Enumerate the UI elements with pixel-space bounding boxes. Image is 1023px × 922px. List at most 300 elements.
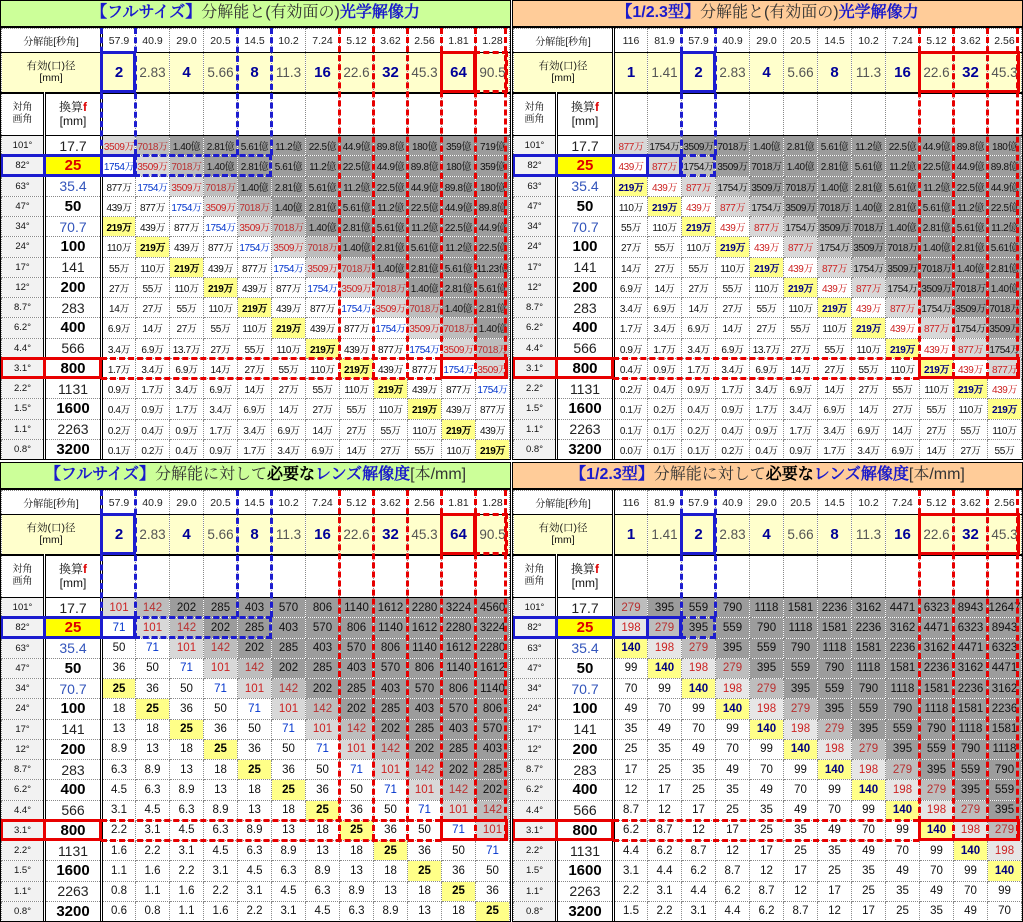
data-cell: 3.1 [204, 861, 238, 881]
data-cell: 1754万 [682, 156, 716, 176]
data-cell: 50 [204, 699, 238, 719]
data-cell: 790 [750, 618, 784, 638]
data-cell: 142 [238, 658, 272, 678]
data-cell: 0.9万 [170, 419, 204, 439]
data-cell: 11.2億 [954, 196, 988, 216]
empty-header-cell [374, 93, 408, 136]
resolution-value-cell: 40.9 [136, 491, 170, 515]
data-cell: 3.4万 [170, 379, 204, 399]
data-cell: 180億 [476, 176, 510, 196]
data-cell: 1754万 [954, 318, 988, 338]
empty-header-cell [818, 555, 852, 598]
data-cell: 27万 [920, 419, 954, 439]
angle-cell: 6.2° [514, 780, 557, 800]
data-cell: 13 [102, 719, 136, 739]
data-cell: 790 [852, 679, 886, 699]
data-cell: 14万 [204, 358, 238, 378]
data-cell: 877万 [340, 318, 374, 338]
angle-cell: 8.7° [514, 760, 557, 780]
focal-length-cell: 100 [557, 237, 614, 257]
table-row [2, 699, 510, 719]
data-cell: 2.2 [648, 901, 682, 921]
focal-length-cell: 1600 [557, 861, 614, 881]
data-cell: 3.4万 [648, 318, 682, 338]
resolution-value-cell: 20.5 [784, 491, 818, 515]
data-cell: 1754万 [852, 257, 886, 277]
empty-header-cell [750, 93, 784, 136]
data-cell: 2.2 [238, 901, 272, 921]
data-cell: 140 [818, 760, 852, 780]
data-cell: 439万 [784, 257, 818, 277]
data-cell: 2.81億 [784, 136, 818, 156]
data-cell: 25 [374, 841, 408, 861]
data-cell: 7018万 [784, 176, 818, 196]
data-cell: 89.8億 [408, 156, 442, 176]
data-cell: 1754万 [920, 298, 954, 318]
data-cell: 44.9億 [920, 136, 954, 156]
data-cell: 55万 [306, 379, 340, 399]
data-cell: 13 [272, 820, 306, 840]
data-cell: 570 [306, 618, 340, 638]
data-cell: 14万 [852, 399, 886, 419]
data-cell: 1581 [852, 638, 886, 658]
data-cell: 35 [886, 881, 920, 901]
data-cell: 27万 [852, 379, 886, 399]
data-cell: 3509万 [170, 176, 204, 196]
data-cell: 1.7万 [136, 379, 170, 399]
data-cell: 219万 [818, 298, 852, 318]
data-cell: 22.5億 [442, 217, 476, 237]
data-cell: 439万 [204, 257, 238, 277]
data-cell: 4.5 [102, 780, 136, 800]
table-row [2, 881, 510, 901]
empty-header-cell [954, 555, 988, 598]
focal-length-cell: 50 [45, 658, 102, 678]
data-cell: 180億 [442, 156, 476, 176]
data-cell: 1.40億 [988, 277, 1022, 297]
table-title [1, 463, 510, 490]
data-cell: 27万 [238, 358, 272, 378]
data-cell: 1754万 [442, 358, 476, 378]
aperture-value-cell: 64 [442, 53, 476, 93]
data-cell: 0.6 [102, 901, 136, 921]
angle-cell: 3.1° [2, 358, 45, 378]
data-cell: 140 [886, 800, 920, 820]
focal-length-cell: 566 [557, 800, 614, 820]
data-cell: 3509万 [716, 156, 750, 176]
data-cell: 110万 [374, 399, 408, 419]
focal-length-cell: 566 [45, 338, 102, 358]
data-cell: 3.4万 [614, 298, 648, 318]
data-cell: 25 [408, 861, 442, 881]
empty-header-cell [442, 555, 476, 598]
focal-length-cell: 800 [557, 820, 614, 840]
angle-cell: 34° [514, 217, 557, 237]
data-cell: 5.61億 [340, 196, 374, 216]
data-cell: 44.9億 [442, 196, 476, 216]
angle-cell: 4.4° [514, 338, 557, 358]
data-cell: 18 [306, 820, 340, 840]
data-cell: 1.40億 [306, 217, 340, 237]
data-cell: 101 [204, 658, 238, 678]
data-cell: 3162 [852, 598, 886, 618]
data-cell: 12 [648, 800, 682, 820]
resolution-value-cell: 7.24 [306, 29, 340, 53]
data-cell: 110万 [306, 358, 340, 378]
data-cell: 285 [442, 739, 476, 759]
resolution-value-cell: 1.28 [476, 491, 510, 515]
data-cell: 395 [886, 739, 920, 759]
data-cell: 0.2万 [682, 419, 716, 439]
data-cell: 1140 [374, 618, 408, 638]
data-cell: 2.81億 [988, 257, 1022, 277]
data-cell: 18 [374, 861, 408, 881]
data-cell: 1118 [988, 739, 1022, 759]
data-cell: 3.4万 [750, 379, 784, 399]
data-cell: 99 [716, 719, 750, 739]
data-cell: 1118 [920, 699, 954, 719]
data-cell: 877万 [238, 257, 272, 277]
data-cell: 8.9 [204, 800, 238, 820]
data-cell: 35 [750, 800, 784, 820]
empty-header-cell [442, 93, 476, 136]
aperture-value-cell: 45.3 [988, 515, 1022, 555]
aperture-value-cell: 90.5 [476, 53, 510, 93]
data-cell: 0.8 [136, 901, 170, 921]
data-cell: 3509万 [750, 176, 784, 196]
data-cell: 22.5億 [408, 196, 442, 216]
data-cell: 285 [340, 679, 374, 699]
empty-header-cell [136, 93, 170, 136]
focal-length-cell: 141 [45, 257, 102, 277]
table-title-part: 【フルサイズ】 [91, 4, 202, 21]
empty-header-cell [374, 555, 408, 598]
data-cell: 7018万 [716, 136, 750, 156]
data-cell: 4471 [954, 638, 988, 658]
data-cell: 140 [920, 820, 954, 840]
data-cell: 6.9万 [818, 399, 852, 419]
data-cell: 18 [102, 699, 136, 719]
empty-header-cell [408, 555, 442, 598]
angle-cell: 12° [514, 277, 557, 297]
data-cell: 7018万 [136, 136, 170, 156]
table-row [514, 257, 1022, 277]
data-cell: 3509万 [102, 136, 136, 156]
angle-cell: 63° [2, 638, 45, 658]
data-cell: 17 [648, 780, 682, 800]
data-cell: 55万 [818, 338, 852, 358]
angle-cell: 82° [2, 156, 45, 176]
data-cell: 1.40億 [852, 196, 886, 216]
data-cell: 70 [614, 679, 648, 699]
data-cell: 877万 [136, 196, 170, 216]
data-cell: 877万 [682, 176, 716, 196]
data-cell: 18 [340, 841, 374, 861]
data-cell: 395 [988, 800, 1022, 820]
data-cell: 35 [682, 760, 716, 780]
data-cell: 110万 [648, 217, 682, 237]
data-cell: 101 [170, 638, 204, 658]
resolution-header-row [2, 491, 510, 515]
data-cell: 1581 [988, 719, 1022, 739]
data-cell: 0.9万 [102, 379, 136, 399]
data-cell: 285 [374, 699, 408, 719]
focal-length-cell: 1131 [557, 841, 614, 861]
table-row [514, 338, 1022, 358]
data-cell: 25 [170, 719, 204, 739]
focal-length-cell: 800 [557, 358, 614, 378]
table-row [2, 800, 510, 820]
focal-length-cell: 17.7 [45, 598, 102, 618]
data-cell: 35 [614, 719, 648, 739]
data-cell: 198 [988, 841, 1022, 861]
angle-cell: 3.1° [2, 820, 45, 840]
data-cell: 4471 [988, 658, 1022, 678]
focal-length-cell: 35.4 [45, 638, 102, 658]
data-cell: 4560 [476, 598, 510, 618]
data-cell: 7018万 [886, 237, 920, 257]
empty-header-cell [408, 93, 442, 136]
data-cell: 0.2万 [136, 439, 170, 459]
data-cell: 55万 [204, 318, 238, 338]
data-cell: 559 [818, 679, 852, 699]
data-cell: 1118 [750, 598, 784, 618]
data-cell: 0.9万 [716, 399, 750, 419]
data-cell: 202 [374, 719, 408, 739]
data-cell: 0.9万 [204, 439, 238, 459]
aperture-value-cell: 1.41 [648, 53, 682, 93]
data-cell: 14万 [716, 318, 750, 338]
data-cell: 55万 [750, 298, 784, 318]
focal-length-cell: 283 [557, 760, 614, 780]
data-cell: 101 [374, 760, 408, 780]
data-cell: 50 [374, 800, 408, 820]
resolution-value-cell: 14.5 [238, 29, 272, 53]
table-row [2, 257, 510, 277]
data-cell: 806 [476, 699, 510, 719]
focal-length-cell: 2263 [557, 419, 614, 439]
table-row [2, 841, 510, 861]
data-cell: 11.2億 [340, 176, 374, 196]
data-cell: 13 [170, 760, 204, 780]
data-cell: 1.7万 [716, 379, 750, 399]
table-row [2, 780, 510, 800]
data-cell: 790 [886, 699, 920, 719]
data-cell: 110万 [170, 277, 204, 297]
data-cell: 11.2億 [886, 156, 920, 176]
data-cell: 5.61億 [476, 277, 510, 297]
data-cell: 11.2億 [852, 136, 886, 156]
data-cell: 142 [340, 719, 374, 739]
data-cell: 3.4万 [272, 439, 306, 459]
data-cell: 2236 [988, 699, 1022, 719]
empty-header-cell [750, 555, 784, 598]
data-cell: 101 [476, 820, 510, 840]
data-cell: 50 [102, 638, 136, 658]
data-cell: 2.81億 [340, 217, 374, 237]
data-cell: 1.40億 [408, 277, 442, 297]
angle-cell: 101° [2, 598, 45, 618]
empty-header-cell [238, 93, 272, 136]
data-cell: 439万 [306, 318, 340, 338]
converted-focal-length-label: 換算f [mm] [557, 93, 614, 136]
data-cell: 35 [784, 820, 818, 840]
data-cell: 7018万 [852, 217, 886, 237]
data-cell: 14万 [102, 298, 136, 318]
data-cell: 140 [682, 679, 716, 699]
data-cell: 22.5億 [374, 176, 408, 196]
data-cell: 3.1 [170, 841, 204, 861]
data-cell: 55万 [648, 237, 682, 257]
angle-cell: 101° [514, 598, 557, 618]
focal-length-cell: 17.7 [557, 136, 614, 156]
data-cell: 0.1万 [648, 419, 682, 439]
angle-cell: 12° [2, 739, 45, 759]
data-cell: 101 [136, 618, 170, 638]
angle-cell: 4.4° [514, 800, 557, 820]
data-cell: 219万 [716, 237, 750, 257]
data-cell: 89.8億 [476, 196, 510, 216]
table-row [2, 439, 510, 459]
data-cell: 140 [852, 780, 886, 800]
aperture-value-cell: 2 [102, 515, 136, 555]
data-cell: 110万 [682, 237, 716, 257]
data-cell: 279 [750, 679, 784, 699]
data-cell: 1754万 [102, 156, 136, 176]
data-cell: 71 [136, 638, 170, 658]
data-cell: 570 [374, 658, 408, 678]
data-cell: 25 [614, 739, 648, 759]
angle-cell: 34° [2, 217, 45, 237]
data-cell: 71 [476, 841, 510, 861]
data-cell: 1.6 [102, 841, 136, 861]
data-cell: 2280 [408, 598, 442, 618]
data-cell: 142 [306, 699, 340, 719]
data-cell: 14万 [340, 439, 374, 459]
data-cell: 570 [408, 679, 442, 699]
data-cell: 1754万 [408, 338, 442, 358]
data-cell: 279 [852, 739, 886, 759]
resolution-value-cell: 5.12 [340, 29, 374, 53]
data-cell: 219万 [886, 338, 920, 358]
resolution-value-cell: 2.56 [408, 29, 442, 53]
focal-length-cell: 35.4 [557, 176, 614, 196]
data-cell: 3.4万 [238, 419, 272, 439]
data-cell: 49 [818, 820, 852, 840]
empty-header-cell [988, 555, 1022, 598]
data-cell: 71 [340, 760, 374, 780]
diagonal-angle-label: 対角 画角 [2, 555, 45, 598]
resolution-header-row [2, 29, 510, 53]
data-cell: 12 [750, 861, 784, 881]
focal-length-cell: 800 [45, 820, 102, 840]
data-cell: 110万 [102, 237, 136, 257]
data-cell: 790 [784, 638, 818, 658]
aperture-value-cell: 8 [238, 515, 272, 555]
angle-cell: 12° [2, 277, 45, 297]
aperture-value-cell: 22.6 [920, 53, 954, 93]
focal-length-cell: 200 [557, 739, 614, 759]
table-row [514, 156, 1022, 176]
data-cell: 202 [442, 760, 476, 780]
data-cell: 35 [920, 901, 954, 921]
resolution-value-cell: 5.12 [340, 491, 374, 515]
data-cell: 140 [954, 841, 988, 861]
data-cell: 279 [818, 719, 852, 739]
data-cell: 99 [954, 861, 988, 881]
resolution-header-row [514, 491, 1022, 515]
data-cell: 2.81億 [204, 136, 238, 156]
data-cell: 1754万 [818, 237, 852, 257]
data-cell: 219万 [374, 379, 408, 399]
data-cell: 3509万 [238, 217, 272, 237]
data-cell: 790 [954, 739, 988, 759]
data-cell: 18 [170, 739, 204, 759]
empty-header-cell [204, 93, 238, 136]
data-cell: 101 [238, 679, 272, 699]
data-cell: 439万 [238, 277, 272, 297]
data-cell: 55万 [272, 358, 306, 378]
angle-cell: 1.1° [2, 881, 45, 901]
data-cell: 11.2億 [988, 217, 1022, 237]
angle-cell: 47° [2, 196, 45, 216]
data-cell: 49 [954, 901, 988, 921]
data-cell: 4.5 [204, 841, 238, 861]
data-cell: 36 [442, 861, 476, 881]
data-cell: 110万 [340, 379, 374, 399]
table-row [514, 358, 1022, 378]
data-cell: 2.81億 [272, 176, 306, 196]
data-cell: 101 [408, 780, 442, 800]
data-cell: 14万 [920, 439, 954, 459]
data-cell: 13.7万 [170, 338, 204, 358]
data-cell: 5.61億 [442, 257, 476, 277]
aperture-value-cell: 1 [614, 53, 648, 93]
data-cell: 2236 [886, 638, 920, 658]
table-row [2, 136, 510, 156]
data-cell: 8.9 [340, 881, 374, 901]
angle-cell: 34° [514, 679, 557, 699]
data-cell: 2236 [852, 618, 886, 638]
resolution-value-cell: 14.5 [818, 29, 852, 53]
data-cell: 439万 [170, 237, 204, 257]
data-cell: 439万 [920, 338, 954, 358]
data-cell: 6323 [954, 618, 988, 638]
resolution-value-cell: 116 [614, 491, 648, 515]
table-title [1, 1, 510, 28]
data-cell: 2.81億 [852, 176, 886, 196]
row-label-header-row [514, 555, 1022, 598]
data-cell: 395 [648, 598, 682, 618]
focal-length-cell: 25 [45, 156, 102, 176]
resolution-header-label: 分解能[秒角] [2, 491, 102, 515]
data-cell: 1.40億 [340, 237, 374, 257]
data-cell: 439万 [408, 379, 442, 399]
table-row [2, 901, 510, 921]
data-cell: 36 [374, 820, 408, 840]
focal-length-cell: 1131 [45, 379, 102, 399]
data-cell: 219万 [750, 257, 784, 277]
data-cell: 50 [306, 760, 340, 780]
data-cell: 3.4万 [852, 439, 886, 459]
data-cell: 1581 [886, 658, 920, 678]
data-cell: 1118 [886, 679, 920, 699]
data-cell: 18 [408, 881, 442, 901]
data-cell: 3.4万 [682, 338, 716, 358]
data-cell: 1.40億 [442, 298, 476, 318]
data-cell: 3.1 [238, 881, 272, 901]
table-row [514, 739, 1022, 759]
